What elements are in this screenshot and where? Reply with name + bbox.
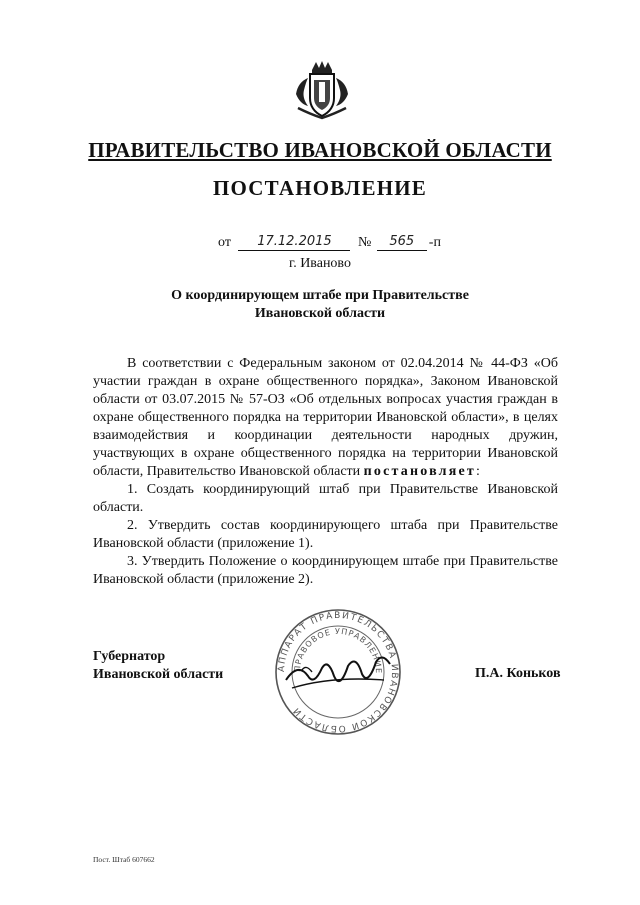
subject-line-2: Ивановской области xyxy=(254,306,386,321)
coat-of-arms-emblem xyxy=(290,60,354,122)
date-number-line xyxy=(218,234,441,251)
official-stamp xyxy=(272,606,404,738)
footer-code: Пост. Штаб 607662 xyxy=(93,855,155,864)
document-body xyxy=(93,355,558,589)
position-line-1: Губернатор xyxy=(93,649,166,664)
svg-text:ПРАВОВОЕ УПРАВЛЕНИЕ: ПРАВОВОЕ УПРАВЛЕНИЕ xyxy=(292,626,384,675)
item-3: 3. Утвердить Положение о координирующем штабе при Правительстве Ивановской области (приложение 2). xyxy=(93,554,558,587)
signatory-position xyxy=(93,648,223,684)
city-line: г. Иваново xyxy=(289,256,351,271)
number-prefix: № xyxy=(357,235,372,250)
date-prefix: от xyxy=(218,235,231,250)
document-type-title: ПОСТАНОВЛЕНИЕ xyxy=(212,176,428,200)
item-1: 1. Создать координирующий штаб при Правительстве Ивановской области. xyxy=(93,482,558,515)
handwritten-date: 17.12.2015 xyxy=(238,234,350,251)
preamble-text: В соответствии с Федеральным законом от 02.04.2014 № 44-ФЗ «Об участии граждан в охране общественного порядка», Законом Ивановской области от 03.07.2015 № 57-ОЗ «Об отдельных вопросах участия граждан в охране общественного порядка на территории Ивановской области», в целях взаимодействия и координации деятельности народных дружин, участвующих в охране общественного порядка на территории Ивановской области, Правительство Ивановской области xyxy=(93,356,558,479)
svg-text:АППАРАТ ПРАВИТЕЛЬСТВА ИВАНОВСК: АППАРАТ ПРАВИТЕЛЬСТВА ИВАНОВСКОЙ ОБЛАСТИ xyxy=(276,610,400,734)
signatory-name: П.А. Коньков xyxy=(475,666,561,681)
decree-colon: : xyxy=(476,464,480,479)
subject-line-1: О координирующем штабе при Правительстве xyxy=(171,288,469,303)
organization-title: ПРАВИТЕЛЬСТВО ИВАНОВСКОЙ ОБЛАСТИ xyxy=(88,138,552,162)
position-line-2: Ивановской области xyxy=(93,667,224,682)
decree-word: постановляет xyxy=(363,464,476,479)
preamble-paragraph xyxy=(93,355,558,481)
number-suffix: -п xyxy=(428,235,441,250)
item-2: 2. Утвердить состав координирующего штаба при Правительстве Ивановской области (приложение 1). xyxy=(93,518,558,551)
handwritten-number: 565 xyxy=(377,234,427,251)
document-subject xyxy=(0,287,640,323)
